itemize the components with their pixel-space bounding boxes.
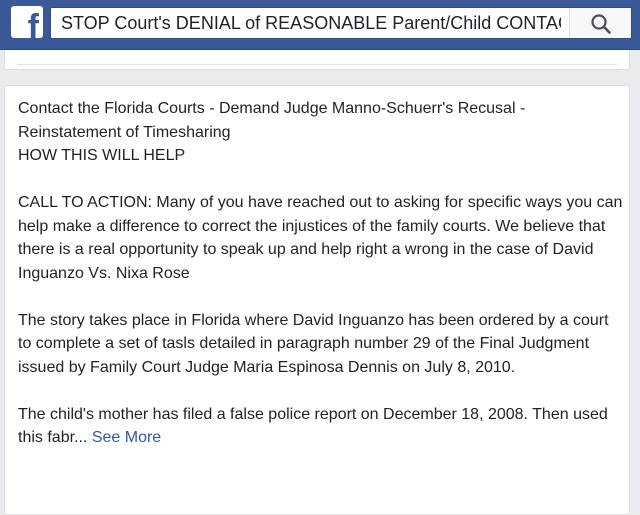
post-title: Contact the Florida Courts - Demand Judge Manno-Schuerr's Recusal - Reinstatement of Timesharing: [18, 100, 526, 141]
post-paragraph-story: The story takes place in Florida where David Inguanzo has been ordered by a court to complete a set of tasls detailed in paragraph number 29 of the Final Judgment issued by Family Court Judge Maria Espinosa Dennis on July 8, 2010.: [18, 311, 609, 376]
post-subtitle: HOW THIS WILL HELP: [18, 147, 186, 164]
see-more-link[interactable]: See More: [91, 429, 162, 446]
post-paragraph-truncated: [18, 403, 624, 450]
divider: [17, 64, 617, 65]
post-paragraph-text: The child's mother has filed a false police report on December 18, 2008. Then used this fabr...: [18, 405, 608, 446]
post-card: [4, 85, 630, 515]
search-bar: [50, 7, 632, 39]
top-navigation-bar: [0, 0, 640, 50]
search-icon: [590, 13, 612, 35]
previous-card-bottom: [4, 50, 630, 70]
post-body: [18, 97, 624, 473]
search-input[interactable]: [51, 8, 561, 38]
post-paragraph-call-to-action: CALL TO ACTION: Many of you have reached out to asking for specific ways you can help make a difference to correct the injustices of the family courts. We believe that there is a real opportunity to speak up and help right a wrong in the case of David Inguanzo Vs. Nixa Rose: [18, 194, 623, 282]
search-button[interactable]: [569, 8, 631, 38]
facebook-logo-icon[interactable]: f: [11, 6, 43, 38]
